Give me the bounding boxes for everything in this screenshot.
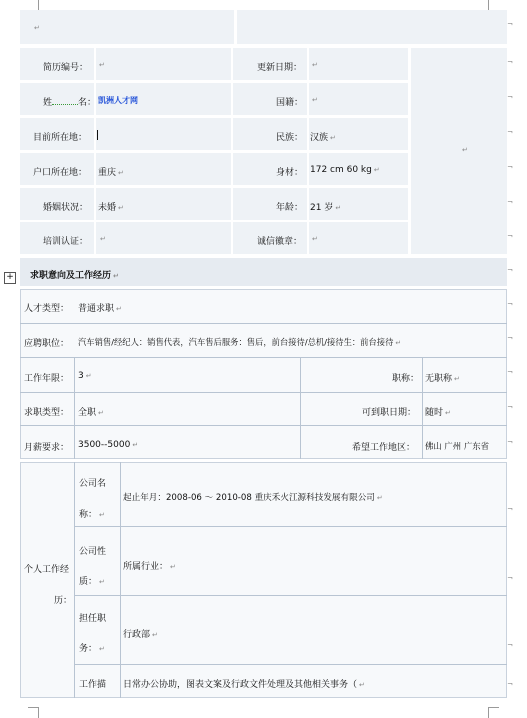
hukou-label: 户口所在地： xyxy=(33,168,88,178)
experience-side-label-b: 历： xyxy=(54,596,73,606)
row-end-mark-3: ¬ xyxy=(507,93,513,101)
row-end-mark-17: ¬ xyxy=(507,680,513,688)
hukou-value[interactable]: 重庆 ↵ xyxy=(98,168,124,178)
job-col-line-right xyxy=(422,357,423,459)
title-value[interactable]: 无职称 ↵ xyxy=(425,374,460,384)
age-value[interactable]: 21 岁 ↵ xyxy=(310,203,342,213)
row-end-mark-8: ¬ xyxy=(507,266,513,274)
area-value[interactable]: 佛山 广州 广东省 xyxy=(425,441,489,451)
position-value[interactable]: 汽车销售/经纪人：销售代表，汽车售后服务：售后，前台接待/总机/接待生：前台接待 ↵ xyxy=(78,337,402,347)
current-location-label: 目前所在地： xyxy=(33,133,88,143)
credit-value-cell xyxy=(309,222,408,254)
job-section-title: 求职意向及工作经历 ↵ xyxy=(30,271,119,281)
location-value-cell xyxy=(96,118,231,150)
position-label: 应聘职位： xyxy=(24,339,70,349)
nature-label-a: 公司性 xyxy=(79,547,107,557)
talent-type-value[interactable]: 普通求职 ↵ xyxy=(78,304,122,314)
training-value-cell xyxy=(96,222,231,254)
row-end-mark-13: ¬ xyxy=(507,438,513,446)
height-value[interactable]: 172 cm 60 kg ↵ xyxy=(310,165,380,175)
photo-cell xyxy=(411,48,507,254)
row-end-mark-9: ¬ xyxy=(507,300,513,308)
header-para-mark: ↵ xyxy=(34,24,40,32)
row-end-mark-10: ¬ xyxy=(507,334,513,342)
table-anchor-icon[interactable]: + xyxy=(4,272,16,284)
job-row-line-2 xyxy=(20,357,507,358)
header-cell-left xyxy=(20,10,234,44)
resume-no-label: 简历编号： xyxy=(43,63,89,73)
row-end-mark-15: ¬ xyxy=(507,574,513,582)
work-years-label: 工作年限： xyxy=(24,374,70,384)
job-type-value[interactable]: 全职 ↵ xyxy=(78,408,104,418)
exp-row-line-2 xyxy=(74,595,507,596)
crop-mark-bottom-left xyxy=(28,707,39,718)
job-col-line-label xyxy=(74,357,75,459)
current-location-value[interactable] xyxy=(97,130,98,141)
row-end-mark-7: ¬ xyxy=(507,232,513,240)
role-label-b: 务： ↵ xyxy=(79,644,105,654)
update-date-value-cell xyxy=(309,48,408,80)
row-end-mark-1: ¬ xyxy=(507,20,513,28)
name-label: 姓 名： xyxy=(43,95,96,108)
work-years-value[interactable]: 3 ↵ xyxy=(78,371,92,381)
ethnicity-label: 民族： xyxy=(276,133,304,143)
available-date-label: 可到职日期： xyxy=(362,408,417,418)
job-type-label: 求职类型： xyxy=(24,408,70,418)
exp-row-line-3 xyxy=(74,664,507,665)
resume-no-value[interactable]: ↵ xyxy=(99,61,105,69)
marital-label: 婚姻状况： xyxy=(43,203,89,213)
company-label-a: 公司名 xyxy=(79,479,107,489)
nature-label-b: 质： ↵ xyxy=(79,577,105,587)
name-value[interactable]: 凯洲人才网 xyxy=(98,96,138,105)
credit-value[interactable]: ↵ xyxy=(312,235,318,243)
row-end-mark-14: ¬ xyxy=(507,505,513,513)
row-end-mark-12: ¬ xyxy=(507,403,513,411)
nationality-value[interactable]: ↵ xyxy=(312,96,318,104)
role-label-a: 担任职 xyxy=(79,614,107,624)
company-value[interactable]: 起止年月：2008-06 ～ 2010-08 重庆禾火江源科技发展有限公司 ↵ xyxy=(123,493,383,503)
training-label: 培训认证： xyxy=(43,237,89,247)
talent-type-label: 人才类型： xyxy=(24,304,70,314)
update-date-label: 更新日期： xyxy=(257,63,303,73)
nature-value[interactable]: 所属行业： ↵ xyxy=(123,562,176,572)
experience-side-label-a: 个人工作经 xyxy=(24,565,70,575)
nationality-value-cell xyxy=(309,83,408,115)
row-end-mark-6: ¬ xyxy=(507,198,513,206)
company-label-b: 称： ↵ xyxy=(79,510,105,520)
row-end-mark-11: ¬ xyxy=(507,368,513,376)
job-col-line-mid xyxy=(300,357,301,459)
job-row-line-4 xyxy=(20,425,507,426)
marital-value[interactable]: 未婚 ↵ xyxy=(98,203,124,213)
age-label: 年龄： xyxy=(276,203,304,213)
salary-label: 月薪要求： xyxy=(24,443,70,453)
title-label: 职称： xyxy=(392,374,420,384)
header-cell-right xyxy=(237,10,507,44)
nationality-label: 国籍： xyxy=(276,98,304,108)
exp-col-line-side xyxy=(74,462,75,698)
row-end-mark-16: ¬ xyxy=(507,641,513,649)
salary-value[interactable]: 3500--5000 ↵ xyxy=(78,440,139,450)
description-value[interactable]: 日常办公协助，图表文案及行政文件处理及其他相关事务（ ↵ xyxy=(123,680,365,690)
row-end-mark-4: ¬ xyxy=(507,128,513,136)
ethnicity-value[interactable]: 汉族 ↵ xyxy=(310,133,336,143)
description-label: 工作描 xyxy=(79,680,107,690)
area-label: 希望工作地区： xyxy=(352,443,416,453)
update-date-value[interactable]: ↵ xyxy=(312,61,318,69)
available-date-value[interactable]: 随时 ↵ xyxy=(425,408,451,418)
job-row-line-1 xyxy=(20,323,507,324)
resume-no-value-cell xyxy=(96,48,231,80)
role-value[interactable]: 行政部 ↵ xyxy=(123,630,158,640)
training-value[interactable]: ↵ xyxy=(100,235,106,243)
row-end-mark-5: ¬ xyxy=(507,163,513,171)
height-label: 身材： xyxy=(276,168,304,178)
exp-col-line-label xyxy=(120,462,121,698)
credit-label: 诚信徽章： xyxy=(257,237,303,247)
job-row-line-3 xyxy=(20,392,507,393)
crop-mark-bottom-right xyxy=(488,707,499,718)
exp-row-line-1 xyxy=(74,526,507,527)
photo-cell-mark: ↵ xyxy=(462,146,468,154)
row-end-mark-2: ¬ xyxy=(507,58,513,66)
